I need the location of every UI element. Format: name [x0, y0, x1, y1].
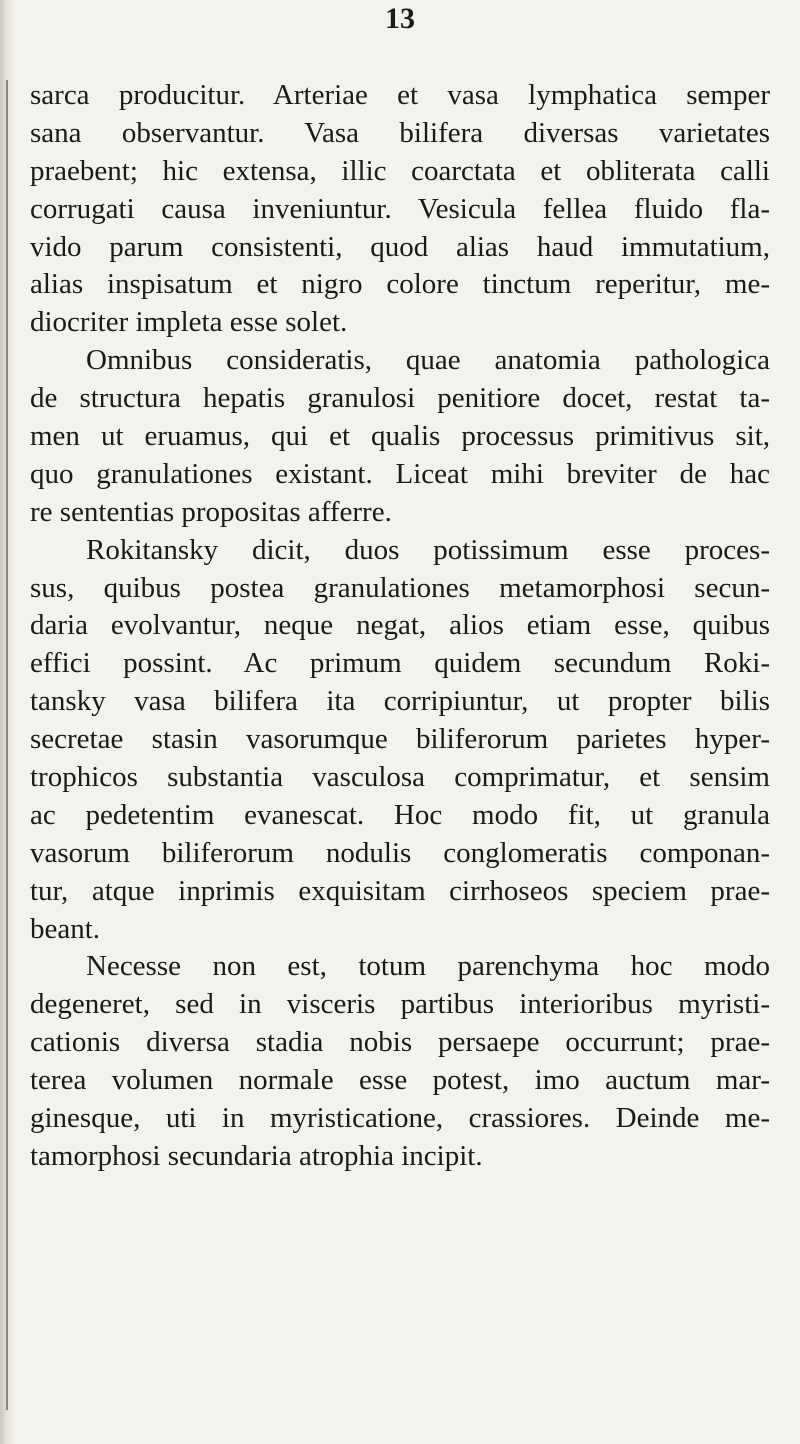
text-line: tur, atque inprimis exquisitam cirrhoseos speciem prae-: [30, 874, 770, 907]
paragraph-end-line: tamorphosi secundaria atrophia incipit.: [30, 1139, 483, 1172]
gutter-line: [6, 80, 8, 1410]
text-line: sus, quibus postea granulationes metamorphosi secun-: [30, 571, 770, 604]
text-line: praebent; hic extensa, illic coarctata et obliterata calli: [30, 154, 770, 187]
text-line: vasorum biliferorum nodulis conglomeratis componan-: [30, 836, 770, 869]
paragraph-end-line: diocriter impleta esse solet.: [30, 306, 348, 339]
text-line: ginesque, uti in myristicatione, crassiores. Deinde me-: [30, 1102, 770, 1135]
text-line: sana observantur. Vasa bilifera diversas varietates: [30, 116, 770, 149]
text-line: effici possint. Ac primum quidem secundum Roki-: [30, 647, 770, 680]
text-line: cationis diversa stadia nobis persaepe occurrunt; prae-: [30, 1026, 770, 1059]
text-line: vido parum consistenti, quod alias haud immutatium,: [30, 230, 770, 263]
paragraph-start-line: Rokitansky dicit, duos potissimum esse proces-: [86, 533, 770, 566]
text-line: daria evolvantur, neque negat, alios etiam esse, quibus: [30, 609, 770, 642]
paragraph-end-line: re sententias propositas afferre.: [30, 495, 392, 528]
text-line: degeneret, sed in visceris partibus interioribus myristi-: [30, 988, 770, 1021]
paragraph-start-line: Omnibus consideratis, quae anatomia pathologica: [86, 344, 770, 377]
text-line: tansky vasa bilifera ita corripiuntur, ut propter bilis: [30, 685, 770, 718]
text-line: secretae stasin vasorumque biliferorum parietes hyper-: [30, 723, 770, 756]
body-text: [30, 77, 770, 1176]
text-line: de structura hepatis granulosi penitiore docet, restat ta-: [30, 382, 770, 415]
text-line: sarca producitur. Arteriae et vasa lymphatica semper: [30, 79, 770, 111]
text-line: terea volumen normale esse potest, imo auctum mar-: [30, 1064, 770, 1097]
text-line: ac pedetentim evanescat. Hoc modo fit, ut granula: [30, 798, 770, 831]
text-line: corrugati causa inveniuntur. Vesicula fellea fluido fla-: [30, 192, 770, 225]
page-number: 13: [385, 2, 415, 35]
text-line: quo granulationes existant. Liceat mihi breviter de hac: [30, 457, 770, 490]
paragraph-end-line: beant.: [30, 912, 101, 945]
text-line: trophicos substantia vasculosa comprimatur, et sensim: [30, 761, 770, 794]
text-line: alias inspisatum et nigro colore tinctum reperitur, me-: [30, 268, 770, 301]
paragraph-start-line: Necesse non est, totum parenchyma hoc modo: [86, 950, 770, 983]
text-line: men ut eruamus, qui et qualis processus primitivus sit,: [30, 420, 770, 453]
